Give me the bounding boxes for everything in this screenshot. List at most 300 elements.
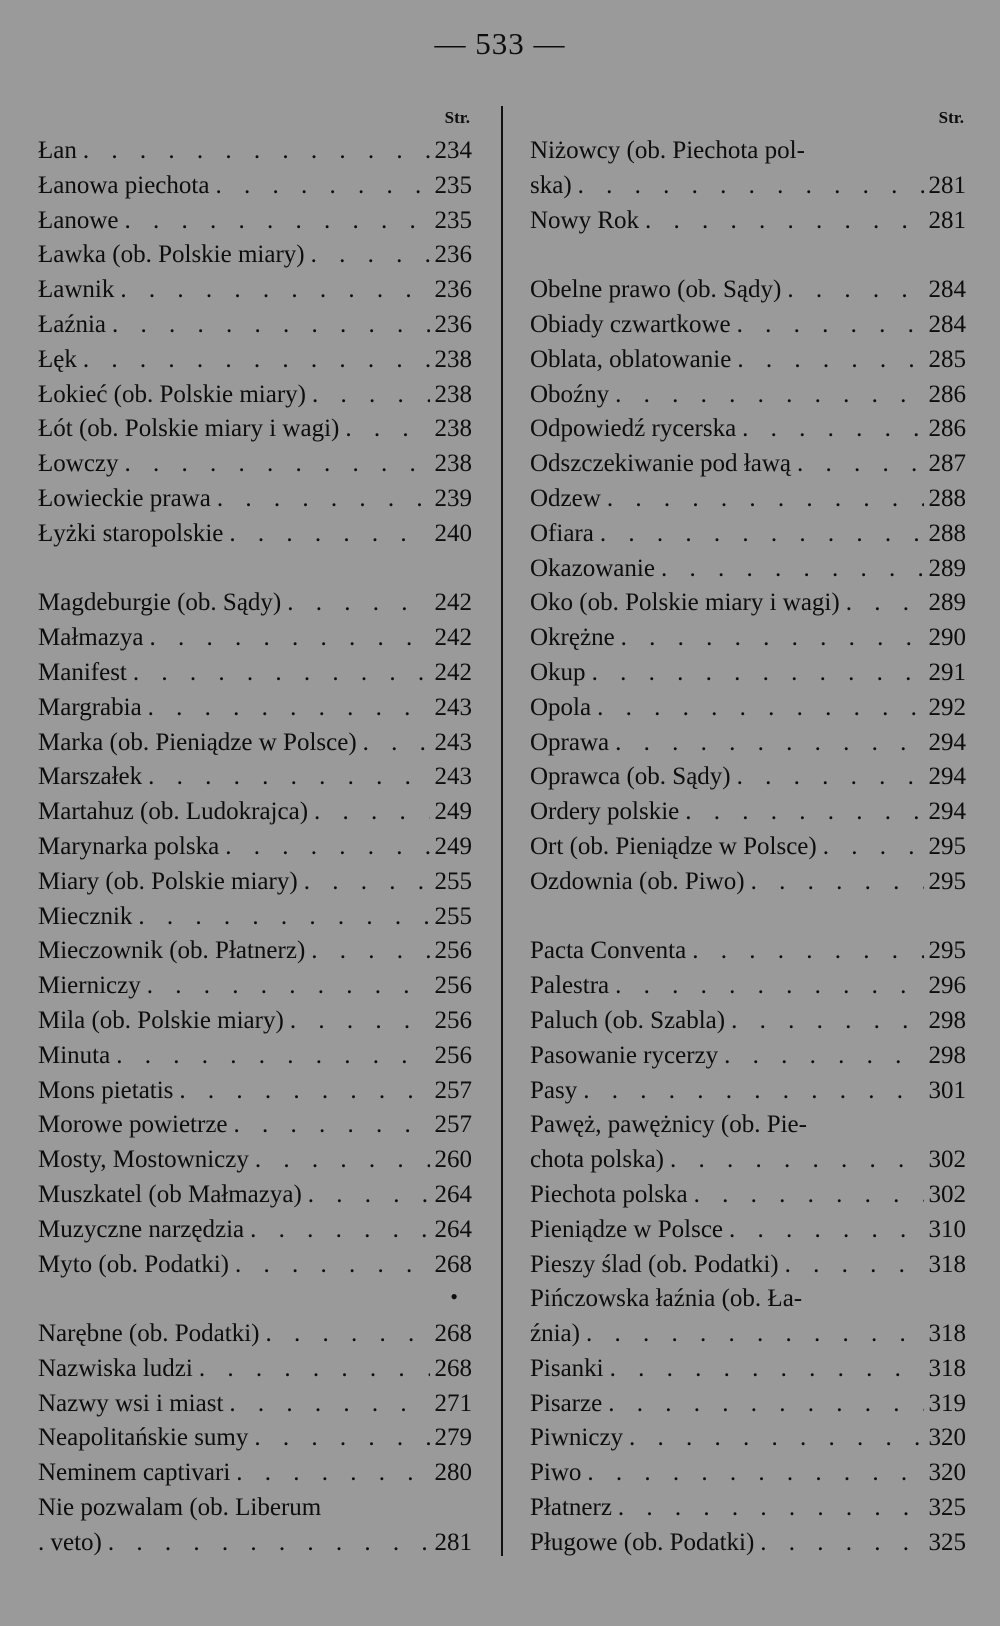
- index-entry: [38, 586, 472, 621]
- entry-term: Łęk: [38, 345, 77, 373]
- entry-term: ska): [530, 171, 572, 199]
- index-entry: [38, 969, 472, 1004]
- index-entry: [38, 378, 472, 413]
- leader-dots: [119, 447, 430, 482]
- entry-page-number: 284: [928, 310, 966, 338]
- entry-page-number: 235: [434, 206, 472, 234]
- entry-term: Łowieckie prawa: [38, 484, 211, 512]
- index-entry: [38, 900, 472, 935]
- entry-page-number: 281: [928, 171, 966, 199]
- entry-page-number: 256: [434, 937, 472, 965]
- index-entry: [38, 1526, 472, 1561]
- leader-dots: [249, 1143, 430, 1178]
- leader-dots: [731, 343, 924, 378]
- entry-page-number: 288: [928, 519, 966, 547]
- index-entry: [530, 934, 966, 969]
- leader-dots: [725, 1004, 924, 1039]
- index-entry: [38, 726, 472, 761]
- index-entry: [38, 1387, 472, 1422]
- index-entry: [530, 1039, 966, 1074]
- entry-page-number: 257: [434, 1111, 472, 1139]
- entry-term: Obiady czwartkowe: [530, 310, 731, 338]
- index-entry: [530, 1421, 966, 1456]
- entry-term: Łanowa piechota: [38, 171, 210, 199]
- leader-dots: [615, 621, 924, 656]
- entry-page-number: 310: [928, 1215, 966, 1243]
- leader-dots: [244, 1213, 430, 1248]
- entry-term: źnia): [530, 1320, 580, 1348]
- leader-dots: [731, 308, 924, 343]
- entry-page-number: 291: [928, 658, 966, 686]
- entry-term: Okazowanie: [530, 554, 655, 582]
- entry-page-number: 296: [928, 972, 966, 1000]
- index-entry: [530, 586, 966, 621]
- entry-term: Palestra: [530, 972, 610, 1000]
- index-entry: [38, 1143, 472, 1178]
- entry-page-number: 290: [928, 624, 966, 652]
- entry-page-number: 268: [434, 1320, 472, 1348]
- index-entry: [38, 1074, 472, 1109]
- leader-dots: [623, 1421, 924, 1456]
- entry-term: Pługowe (ob. Podatki): [530, 1528, 755, 1556]
- entry-term: Mieczownik (ob. Płatnerz): [38, 937, 306, 965]
- index-entry: [530, 1352, 966, 1387]
- entry-page-number: 292: [928, 693, 966, 721]
- leader-dots: [302, 1178, 430, 1213]
- entry-term: Oko (ob. Polskie miary i wagi): [530, 589, 840, 617]
- leader-dots: [229, 1248, 430, 1283]
- index-entry: [530, 830, 966, 865]
- index-entry: [38, 621, 472, 656]
- entry-page-number: 255: [434, 902, 472, 930]
- leader-dots: [219, 830, 430, 865]
- leader-dots: [308, 795, 430, 830]
- entry-term: Płatnerz: [530, 1494, 612, 1522]
- entry-page-number: 238: [434, 450, 472, 478]
- index-entry: [530, 691, 966, 726]
- leader-dots: [110, 1039, 430, 1074]
- entry-term: Ławnik: [38, 276, 115, 304]
- entry-page-number: 294: [928, 728, 966, 756]
- index-entry: [530, 1387, 966, 1422]
- entry-term: Marynarka polska: [38, 832, 220, 860]
- index-entry: [38, 1108, 472, 1143]
- leader-dots: [609, 378, 924, 413]
- leader-dots: [586, 656, 924, 691]
- index-entry: [38, 656, 472, 691]
- leader-dots: [173, 1074, 430, 1109]
- entry-term: Piechota polska: [530, 1180, 688, 1208]
- index-entry: [530, 1526, 966, 1561]
- entry-term: Oprawa: [530, 728, 610, 756]
- entry-page-number: 298: [928, 1006, 966, 1034]
- entry-term: Manifest: [38, 658, 127, 686]
- entry-page-number: 301: [928, 1076, 966, 1104]
- entry-term: Margrabia: [38, 693, 142, 721]
- leader-dots: [284, 1004, 430, 1039]
- entry-term: Marszałek: [38, 763, 143, 791]
- entry-term: Pieszy ślad (ob. Podatki): [530, 1250, 779, 1278]
- entry-term: Ozdownia (ob. Piwo): [530, 867, 745, 895]
- leader-dots: [736, 412, 924, 447]
- leader-dots: [679, 795, 924, 830]
- entry-page-number: 318: [928, 1250, 966, 1278]
- entry-term: Magdeburgie (ob. Sądy): [38, 589, 282, 617]
- index-entry: [38, 238, 472, 273]
- entry-term: Piwniczy: [530, 1424, 624, 1452]
- entry-page-number: 281: [928, 206, 966, 234]
- entry-term: Oblata, oblatowanie: [530, 345, 732, 373]
- leader-dots: [306, 378, 430, 413]
- entry-term: Nazwiska ludzi: [38, 1354, 193, 1382]
- index-entry: [38, 795, 472, 830]
- leader-dots: [639, 204, 924, 239]
- entry-page-number: 243: [434, 728, 472, 756]
- entry-page-number: 320: [928, 1459, 966, 1487]
- entry-page-number: 239: [434, 484, 472, 512]
- entry-page-number: 298: [928, 1041, 966, 1069]
- leader-dots: [339, 412, 430, 447]
- leader-dots: [577, 1074, 924, 1109]
- entry-term: Łót (ob. Polskie miary i wagi): [38, 415, 340, 443]
- entry-term: Okrężne: [530, 624, 615, 652]
- leader-dots: [688, 1178, 924, 1213]
- index-entry: [530, 412, 966, 447]
- leader-dots: [141, 969, 430, 1004]
- leader-dots: [142, 760, 430, 795]
- entry-term: Paluch (ob. Szabla): [530, 1006, 726, 1034]
- entry-page-number: 242: [434, 589, 472, 617]
- entry-page-number: 295: [928, 832, 966, 860]
- leader-dots: [223, 517, 430, 552]
- leader-dots: [601, 482, 924, 517]
- entry-page-number: 271: [434, 1389, 472, 1417]
- entry-term: Oprawca (ob. Sądy): [530, 763, 731, 791]
- leader-dots: [144, 621, 430, 656]
- leader-dots: [664, 1143, 924, 1178]
- index-entry: [38, 343, 472, 378]
- leader-dots: [594, 517, 924, 552]
- leader-dots: [211, 482, 430, 517]
- entry-term: Ławka (ob. Polskie miary): [38, 241, 305, 269]
- leader-dots: [572, 169, 924, 204]
- index-entry: [530, 795, 966, 830]
- entry-term: Obelne prawo (ob. Sądy): [530, 276, 782, 304]
- entry-term: Łanowe: [38, 206, 119, 234]
- index-entry: [530, 1317, 966, 1352]
- index-entry: [38, 412, 472, 447]
- leader-dots: [612, 1491, 924, 1526]
- entry-page-number: 268: [434, 1354, 472, 1382]
- leader-dots: [745, 865, 924, 900]
- index-entry: [530, 552, 966, 587]
- leader-dots: [230, 1456, 430, 1491]
- index-entry: [38, 517, 472, 552]
- entry-term: Pacta Conventa: [530, 937, 687, 965]
- leader-dots: [655, 552, 924, 587]
- index-entry: [38, 1456, 472, 1491]
- entry-term: Mila (ob. Polskie miary): [38, 1006, 284, 1034]
- index-entry: [38, 1039, 472, 1074]
- index-entry: [38, 1421, 472, 1456]
- leader-dots: [228, 1108, 430, 1143]
- entry-term: Martahuz (ob. Ludokrajca): [38, 798, 309, 826]
- entry-page-number: 284: [928, 276, 966, 304]
- index-entry-line: Pińczowska łaźnia (ob. Ła-: [530, 1285, 803, 1313]
- leader-dots: [357, 726, 430, 761]
- index-entry: [38, 482, 472, 517]
- leader-dots: [102, 1526, 430, 1561]
- entry-page-number: 286: [928, 380, 966, 408]
- entry-term: Nazwy wsi i miast: [38, 1389, 224, 1417]
- index-entry: [530, 1143, 966, 1178]
- entry-page-number: 236: [434, 310, 472, 338]
- entry-term: Okup: [530, 658, 586, 686]
- leader-dots: [132, 900, 430, 935]
- index-entry: [530, 760, 966, 795]
- leader-dots: [248, 1421, 430, 1456]
- entry-term: Łowczy: [38, 450, 119, 478]
- entry-page-number: 294: [928, 763, 966, 791]
- stray-mark-glyph: •: [450, 1284, 458, 1310]
- leader-dots: [193, 1352, 430, 1387]
- leader-dots: [77, 343, 430, 378]
- entry-term: Minuta: [38, 1041, 111, 1069]
- entry-page-number: 318: [928, 1354, 966, 1382]
- leader-dots: [602, 1387, 924, 1422]
- leader-dots: [223, 1387, 430, 1422]
- leader-dots: [106, 308, 430, 343]
- entry-term: Łaźnia: [38, 310, 107, 338]
- leader-dots: [723, 1213, 924, 1248]
- index-entry: [530, 308, 966, 343]
- index-entry: [38, 1248, 472, 1283]
- index-entry: [530, 204, 966, 239]
- entry-page-number: 294: [928, 798, 966, 826]
- index-entry: [530, 1248, 966, 1283]
- leader-dots: [604, 1352, 924, 1387]
- entry-term: Łan: [38, 137, 77, 164]
- entry-term: Miary (ob. Polskie miary): [38, 867, 298, 895]
- entry-page-number: 249: [434, 798, 472, 826]
- entry-page-number: 286: [928, 415, 966, 443]
- index-entry: [530, 447, 966, 482]
- index-entry: [530, 1213, 966, 1248]
- leader-dots: [591, 691, 924, 726]
- leader-dots: [127, 656, 430, 691]
- leader-dots: [791, 447, 924, 482]
- entry-page-number: 243: [434, 763, 472, 791]
- leader-dots: [731, 760, 924, 795]
- leader-dots: [580, 1317, 924, 1352]
- entry-term: Ort (ob. Pieniądze w Polsce): [530, 832, 817, 860]
- entry-page-number: 279: [434, 1424, 472, 1452]
- entry-term: Narębne (ob. Podatki): [38, 1320, 260, 1348]
- leader-dots: [779, 1248, 924, 1283]
- entry-page-number: 256: [434, 1041, 472, 1069]
- leader-dots: [754, 1526, 924, 1561]
- entry-page-number: 249: [434, 832, 472, 860]
- index-entry: [38, 134, 472, 169]
- entry-page-number: 302: [928, 1146, 966, 1174]
- entry-page-number: 295: [928, 937, 966, 965]
- index-entry-line: Pawęż, pawężnicy (ob. Pie-: [530, 1111, 807, 1139]
- leader-dots: [305, 934, 430, 969]
- index-entry: [38, 1352, 472, 1387]
- index-entry: [530, 482, 966, 517]
- entry-page-number: 260: [434, 1146, 472, 1174]
- entry-term: Łokieć (ob. Polskie miary): [38, 380, 306, 408]
- entry-term: Odzew: [530, 484, 601, 512]
- page-number: — 533 —: [434, 26, 566, 61]
- entry-term: Miecznik: [38, 902, 133, 930]
- index-entry: [530, 1004, 966, 1039]
- entry-term: Odpowiedź rycerska: [530, 415, 737, 443]
- index-entry: [38, 691, 472, 726]
- entry-term: Mosty, Mostowniczy: [38, 1146, 249, 1174]
- leader-dots: [119, 204, 430, 239]
- entry-page-number: 281: [434, 1528, 472, 1556]
- index-entry: [38, 865, 472, 900]
- index-entry: [530, 656, 966, 691]
- index-entry: [530, 1074, 966, 1109]
- entry-page-number: 295: [928, 867, 966, 895]
- section-gap: [38, 552, 472, 587]
- index-entry: [530, 1178, 966, 1213]
- entry-term: Pisanki: [530, 1354, 604, 1382]
- leader-dots: [581, 1456, 924, 1491]
- entry-page-number: 236: [434, 276, 472, 304]
- index-entry: [38, 830, 472, 865]
- index-entry: [530, 273, 966, 308]
- entry-term: Nowy Rok: [530, 206, 640, 234]
- entry-page-number: 234: [434, 137, 472, 164]
- section-gap: [530, 238, 966, 273]
- entry-term: Muzyczne narzędzia: [38, 1215, 245, 1243]
- leader-dots: [305, 238, 430, 273]
- leader-dots: [609, 969, 924, 1004]
- entry-term: Pasowanie rycerzy: [530, 1041, 719, 1069]
- entry-page-number: 302: [928, 1180, 966, 1208]
- entry-page-number: 318: [928, 1320, 966, 1348]
- leader-dots: [209, 169, 430, 204]
- leader-dots: [817, 830, 924, 865]
- index-entry-line: Niżowcy (ob. Piechota pol-: [530, 137, 805, 164]
- entry-page-number: 242: [434, 658, 472, 686]
- entry-term: Odszczekiwanie pod ławą: [530, 450, 791, 478]
- index-entry: [38, 1004, 472, 1039]
- entry-page-number: 320: [928, 1424, 966, 1452]
- entry-term: Morowe powietrze: [38, 1111, 228, 1139]
- entry-page-number: 236: [434, 241, 472, 269]
- page-column-header: Str.: [938, 108, 964, 127]
- index-entry: [38, 934, 472, 969]
- entry-term: Myto (ob. Podatki): [38, 1250, 229, 1278]
- leader-dots: [77, 134, 430, 169]
- entry-page-number: 235: [434, 171, 472, 199]
- entry-page-number: 287: [928, 450, 966, 478]
- leader-dots: [259, 1317, 430, 1352]
- index-entry: [530, 621, 966, 656]
- entry-term: Neminem captivari: [38, 1459, 231, 1487]
- entry-term: Mierniczy: [38, 972, 141, 1000]
- entry-term: Opola: [530, 693, 592, 721]
- index-entry: [38, 1317, 472, 1352]
- index-entry: [530, 865, 966, 900]
- page-column-header: Str.: [444, 108, 470, 127]
- right-column: [530, 108, 966, 1561]
- entry-page-number: 268: [434, 1250, 472, 1278]
- index-entry: [530, 169, 966, 204]
- entry-page-number: 289: [928, 554, 966, 582]
- entry-page-number: 288: [928, 484, 966, 512]
- entry-term: . veto): [38, 1528, 102, 1556]
- entry-term: Oboźny: [530, 380, 610, 408]
- leader-dots: [718, 1039, 924, 1074]
- section-gap: [530, 900, 966, 935]
- entry-page-number: 238: [434, 345, 472, 373]
- entry-page-number: 319: [928, 1389, 966, 1417]
- entry-page-number: 255: [434, 867, 472, 895]
- entry-page-number: 243: [434, 693, 472, 721]
- entry-term: Ofiara: [530, 519, 594, 547]
- entry-page-number: 325: [928, 1494, 966, 1522]
- entry-term: Muszkatel (ob Małmazya): [38, 1180, 302, 1208]
- index-entry: [530, 726, 966, 761]
- index-entry: [530, 1456, 966, 1491]
- entry-term: Marka (ob. Pieniądze w Polsce): [38, 728, 357, 756]
- entry-page-number: 238: [434, 380, 472, 408]
- index-entry: [530, 1491, 966, 1526]
- index-entry-line: Nie pozwalam (ob. Liberum: [38, 1494, 322, 1522]
- leader-dots: [609, 726, 924, 761]
- leader-dots: [298, 865, 430, 900]
- leader-dots: [686, 934, 924, 969]
- index-entry: [38, 1213, 472, 1248]
- index-entry: [530, 378, 966, 413]
- entry-term: Pisarze: [530, 1389, 603, 1417]
- index-entry: [38, 308, 472, 343]
- entry-page-number: 264: [434, 1180, 472, 1208]
- entry-term: Łyżki staropolskie: [38, 519, 224, 547]
- leader-dots: [142, 691, 430, 726]
- entry-page-number: 256: [434, 1006, 472, 1034]
- entry-page-number: 285: [928, 345, 966, 373]
- index-entry: [530, 343, 966, 378]
- entry-term: Mons pietatis: [38, 1076, 174, 1104]
- entry-page-number: 256: [434, 972, 472, 1000]
- leader-dots: [840, 586, 924, 621]
- entry-page-number: 240: [434, 519, 472, 547]
- entry-term: Piwo: [530, 1459, 582, 1487]
- left-column: [38, 108, 472, 1561]
- index-entry: [38, 169, 472, 204]
- index-entry: [38, 447, 472, 482]
- entry-page-number: 238: [434, 415, 472, 443]
- index-entry: [530, 969, 966, 1004]
- entry-page-number: 257: [434, 1076, 472, 1104]
- entry-term: Małmazya: [38, 624, 144, 652]
- entry-page-number: 289: [928, 589, 966, 617]
- index-entry: [38, 273, 472, 308]
- entry-page-number: 280: [434, 1459, 472, 1487]
- entry-page-number: 264: [434, 1215, 472, 1243]
- entry-term: Neapolitańskie sumy: [38, 1424, 249, 1452]
- column-divider: [501, 106, 503, 1556]
- leader-dots: [781, 273, 924, 308]
- leader-dots: [281, 586, 430, 621]
- entry-term: Pieniądze w Polsce: [530, 1215, 724, 1243]
